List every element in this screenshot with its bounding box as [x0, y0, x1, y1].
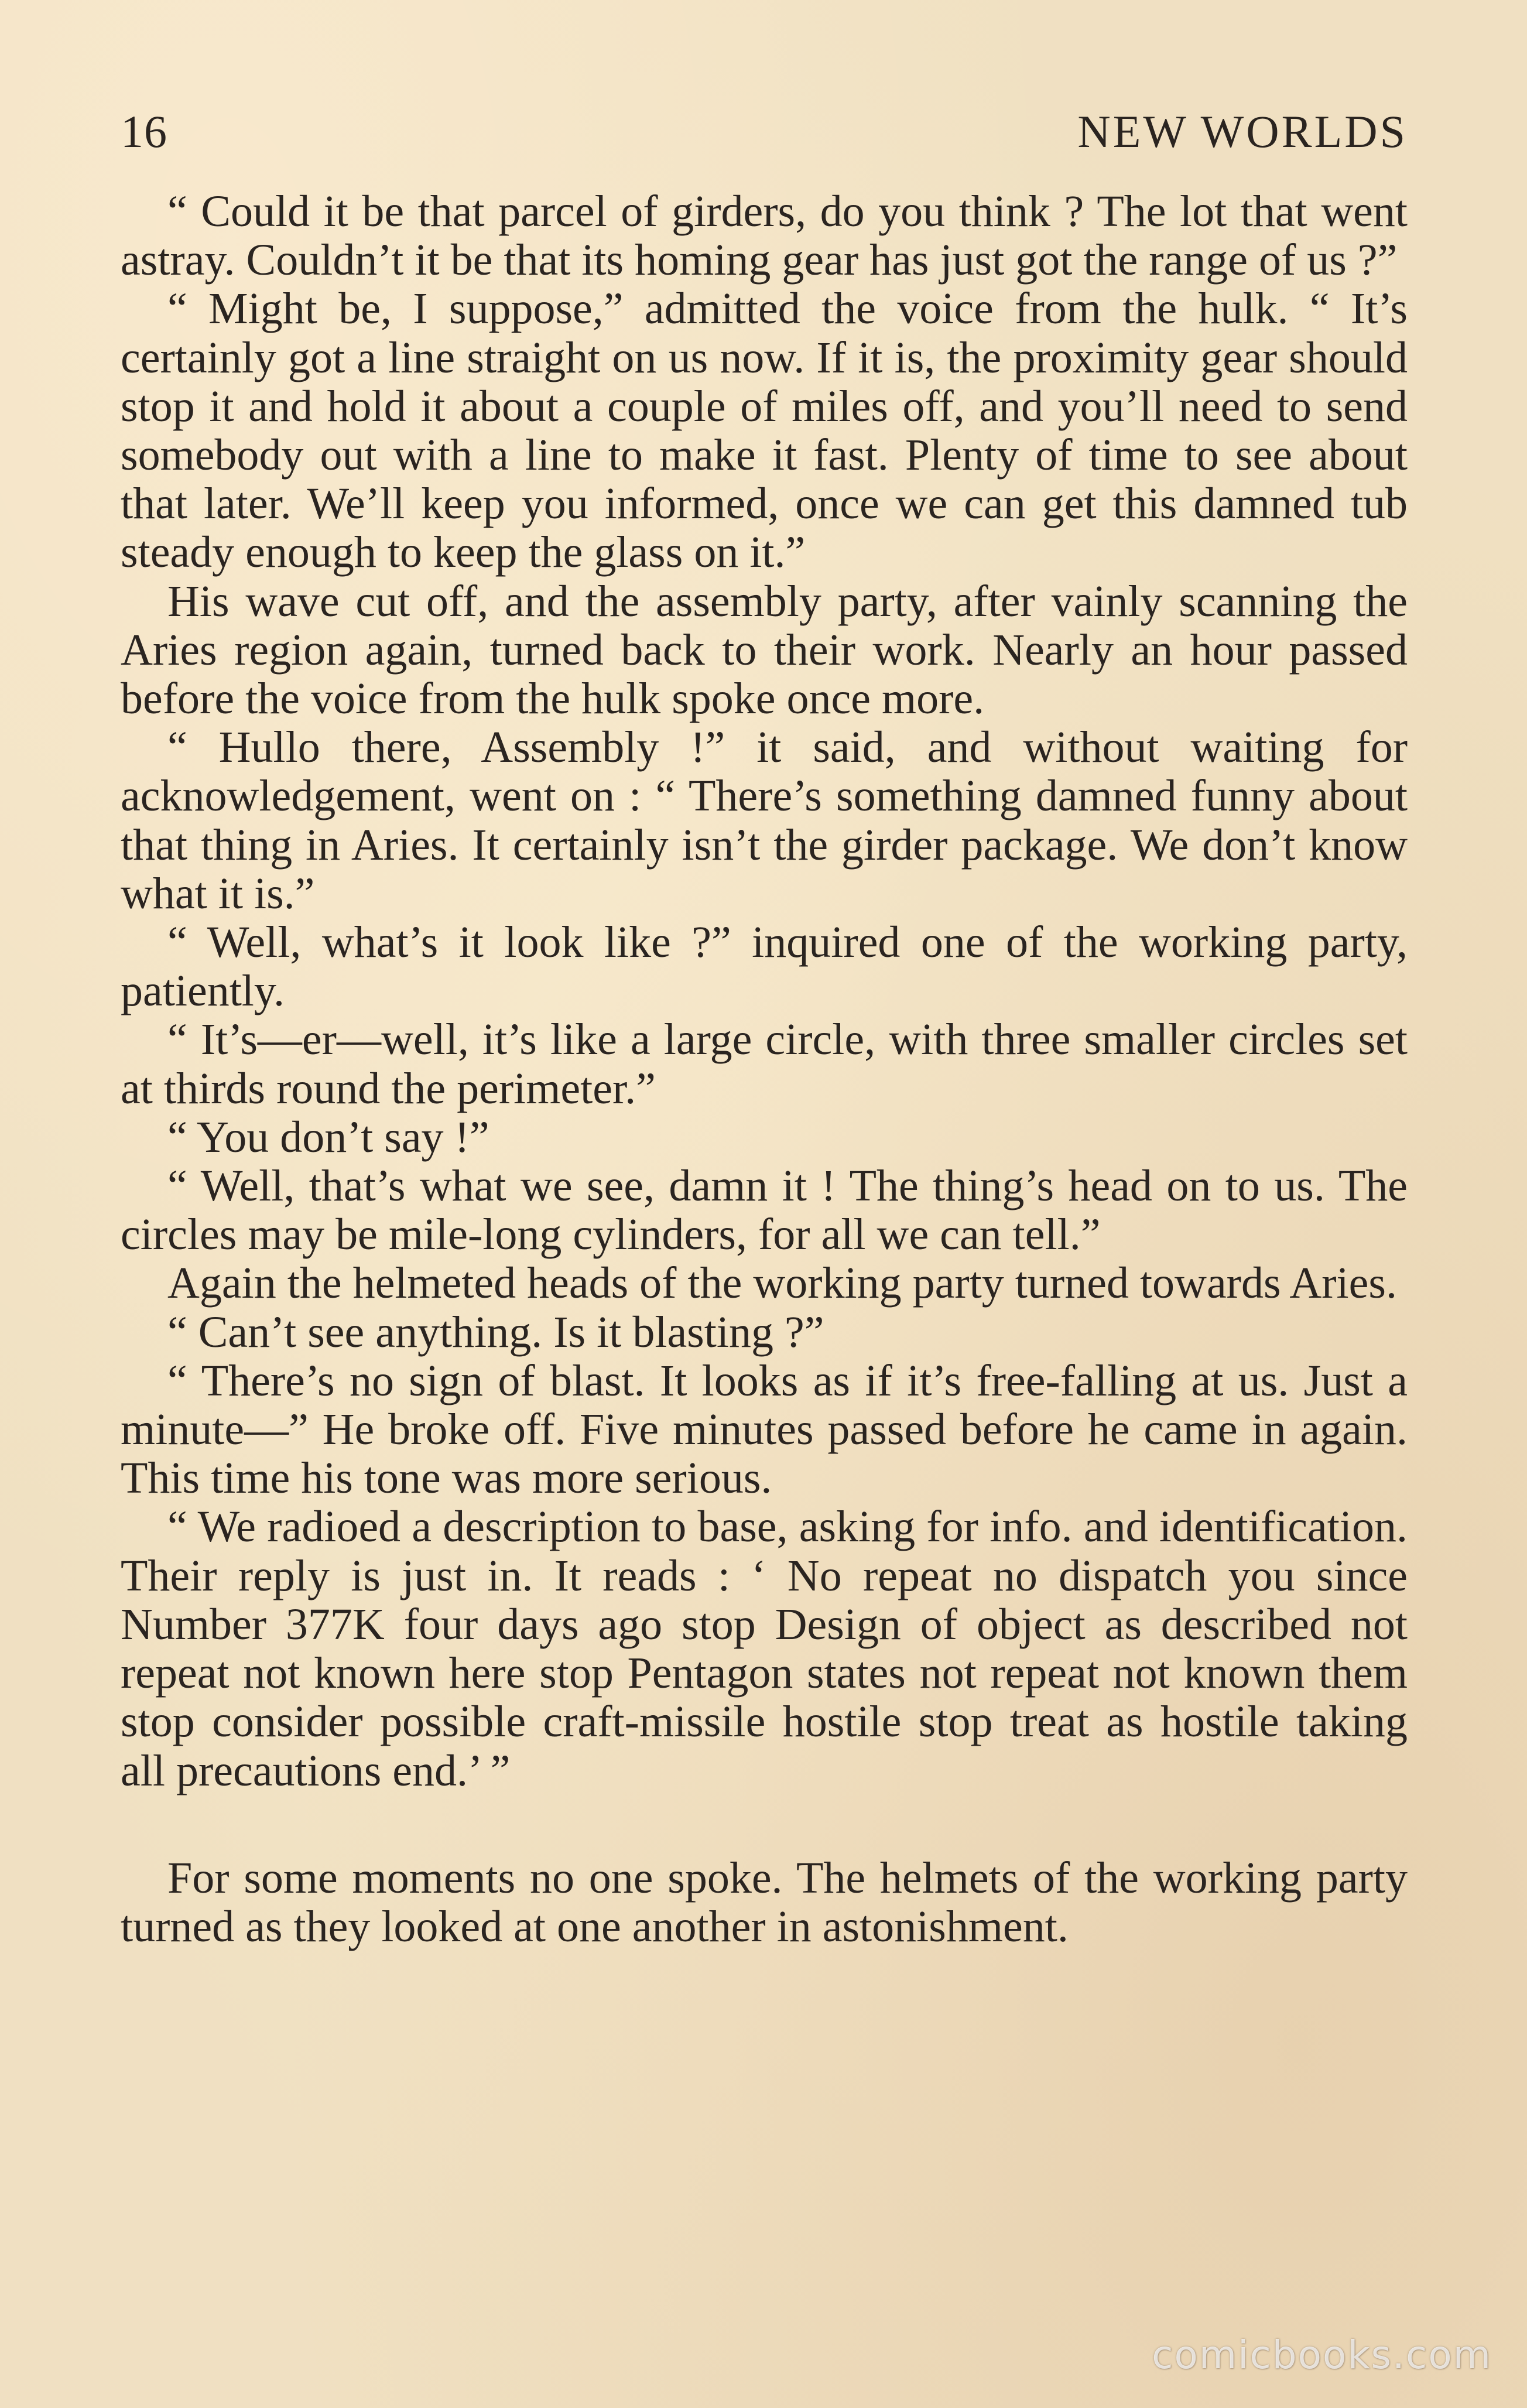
paragraph: “ It’s—er—well, it’s like a large circle, with three smaller circles set at thirds round the perimeter.” [121, 1015, 1408, 1113]
watermark: comicbooks.com [1152, 2332, 1492, 2378]
paragraph: “ Well, that’s what we see, damn it ! The thing’s head on to us. The circles may be mile-long cylinders, for all we can tell.” [121, 1161, 1408, 1260]
paragraph: Again the helmeted heads of the working party turned towards Aries. [167, 1258, 1397, 1308]
paragraph: His wave cut off, and the assembly party, after vainly scanning the Aries region again, turned back to their work. Nearly an hour passed before the voice from the hulk spoke once more. [121, 576, 1408, 724]
paragraph: “ Could it be that parcel of girders, do you think ? The lot that went astray. Couldn’t it be that its homing gear has just got the range of us ?” [121, 187, 1408, 285]
story-text [121, 187, 1408, 1951]
paragraph: “ Hullo there, Assembly !” it said, and without waiting for acknowledgement, went on : “ There’s something damned funny about that thing in Aries. It certainly isn’t the girder package. We don’t know what it is.” [121, 723, 1408, 918]
paragraph: “ Can’t see anything. Is it blasting ?” [167, 1307, 824, 1357]
paragraph: For some moments no one spoke. The helmets of the working party turned as they looked at one another in astonishment. [121, 1853, 1408, 1951]
paragraph: “ Might be, I suppose,” admitted the voice from the hulk. “ It’s certainly got a line straight on us now. If it is, the proximity gear should stop it and hold it about a couple of miles off, and you’ll need to send somebody out with a line to make it fast. Plenty of time to see about that later. We’ll keep you informed, once we can get this damned tub steady enough to keep the glass on it.” [121, 284, 1408, 577]
paragraph: “ Well, what’s it look like ?” inquired one of the working party, patiently. [121, 918, 1408, 1016]
book-page [121, 105, 1408, 1951]
paragraph: “ You don’t say !” [167, 1112, 489, 1162]
magazine-title: NEW WORLDS [1077, 106, 1408, 157]
page-number: 16 [121, 106, 167, 157]
paragraph: “ There’s no sign of blast. It looks as if it’s free-falling at us. Just a minute—” He broke off. Five minutes passed before he came in again. This time his tone was more serious. [121, 1356, 1408, 1503]
running-head [121, 105, 1408, 158]
paragraph: “ We radioed a description to base, asking for info. and identification. Their reply is just in. It reads : ‘ No repeat no dispatch you since Number 377K four days ago stop Design of object as described not repeat not known here stop Pentagon states not repeat not known them stop consider possible craft-missile hostile stop treat as hostile taking all precautions end.’ ” [121, 1502, 1408, 1795]
